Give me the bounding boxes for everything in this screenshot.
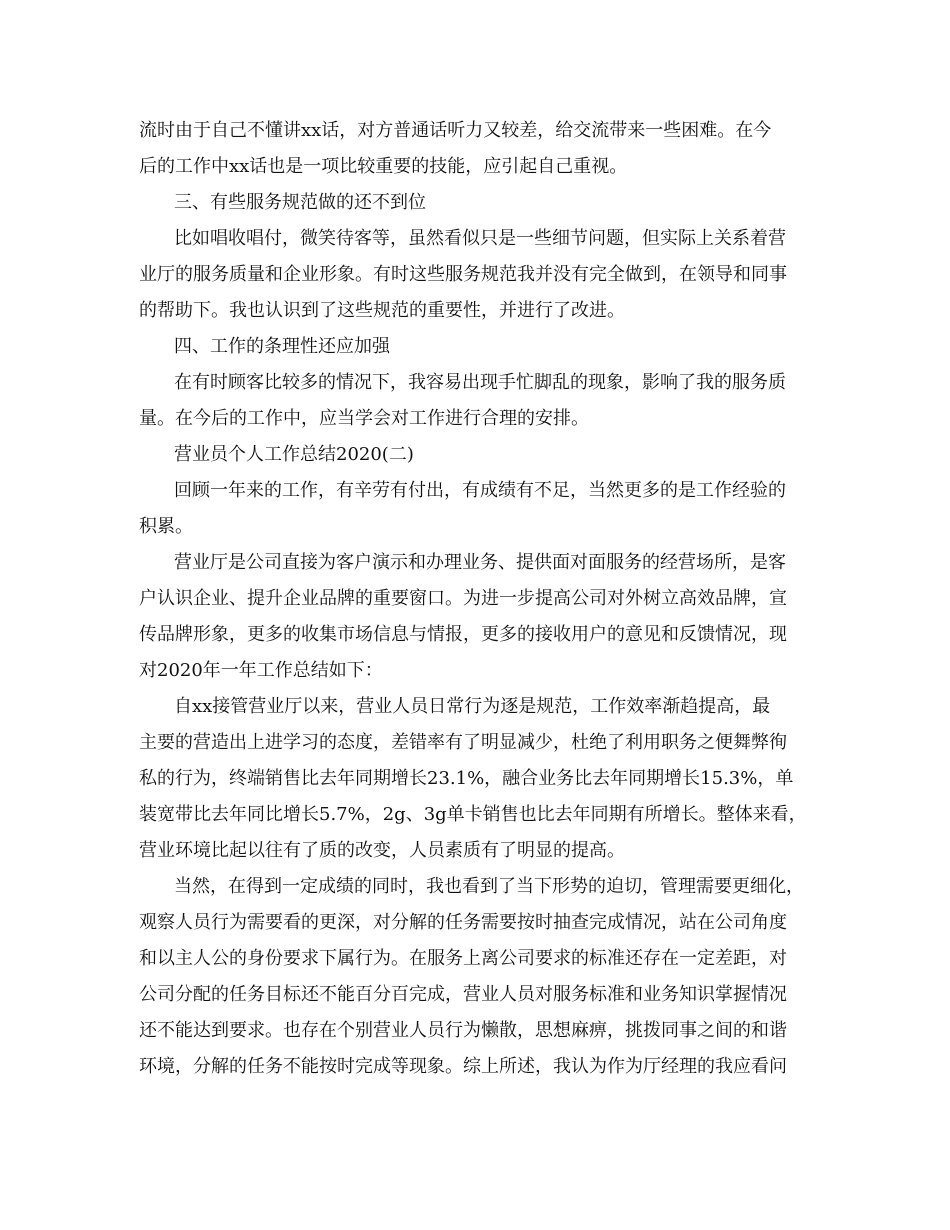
- text-line: 在有时顾客比较多的情况下，我容易出现手忙脚乱的现象，影响了我的服务质: [174, 372, 786, 393]
- section-heading: 四、工作的条理性还应加强: [174, 336, 390, 357]
- text-line: 环境，分解的任务不能按时完成等现象。综上所述，我认为作为厅经理的我应看问: [139, 1056, 787, 1077]
- section-heading: 三、有些服务规范做的还不到位: [174, 192, 426, 213]
- text-line: 后的工作中xx话也是一项比较重要的技能，应引起自己重视。: [139, 156, 628, 177]
- text-line: 自xx接管营业厅以来，营业人员日常行为逐是规范，工作效率渐趋提高，最: [174, 696, 771, 717]
- text-line: 积累。: [139, 516, 193, 537]
- text-line: 装宽带比去年同比增长5.7%，2g、3g单卡销售也比去年同期有所增长。整体来看，: [139, 804, 807, 825]
- text-line: 当然，在得到一定成绩的同时，我也看到了当下形势的迫切，管理需要更细化，: [174, 876, 804, 897]
- text-line: 观察人员行为需要看的更深，对分解的任务需要按时抽查完成情况，站在公司角度: [139, 912, 787, 933]
- text-line: 比如唱收唱付，微笑待客等，虽然看似只是一些细节问题，但实际上关系着营: [174, 228, 786, 249]
- text-line: 户认识企业、提升企业品牌的重要窗口。为进一步提高公司对外树立高效品牌，宣: [139, 588, 787, 609]
- text-line: 传品牌形象，更多的收集市场信息与情报，更多的接收用户的意见和反馈情况，现: [139, 624, 787, 645]
- text-line: 私的行为，终端销售比去年同期增长23.1%，融合业务比去年同期增长15.3%，单: [139, 768, 794, 789]
- text-line: 还不能达到要求。也存在个别营业人员行为懒散，思想麻痹，挑拨同事之间的和谐: [139, 1020, 787, 1041]
- text-line: 主要的营造出上进学习的态度，差错率有了明显减少，杜绝了利用职务之便舞弊徇: [139, 732, 787, 753]
- text-line: 公司分配的任务目标还不能百分百完成，营业人员对服务标准和业务知识掌握情况: [139, 984, 787, 1005]
- text-line: 的帮助下。我也认识到了这些规范的重要性，并进行了改进。: [139, 300, 625, 321]
- text-line: 营业厅是公司直接为客户演示和办理业务、提供面对面服务的经营场所，是客: [174, 552, 786, 573]
- text-line: 和以主人公的身份要求下属行为。在服务上离公司要求的标准还存在一定差距，对: [139, 948, 787, 969]
- text-line: 营业环境比起以往有了质的改变，人员素质有了明显的提高。: [139, 840, 625, 861]
- text-line: 流时由于自己不懂讲xx话，对方普通话听力又较差，给交流带来一些困难。在今: [139, 120, 772, 141]
- text-line: 回顾一年来的工作，有辛劳有付出，有成绩有不足，当然更多的是工作经验的: [174, 480, 786, 501]
- text-line: 量。在今后的工作中，应当学会对工作进行合理的安排。: [139, 408, 589, 429]
- text-line: 业厅的服务质量和企业形象。有时这些服务规范我并没有完全做到，在领导和同事: [139, 264, 787, 285]
- document-title: 营业员个人工作总结2020(二): [174, 444, 414, 465]
- text-line: 对2020年一年工作总结如下：: [139, 660, 383, 681]
